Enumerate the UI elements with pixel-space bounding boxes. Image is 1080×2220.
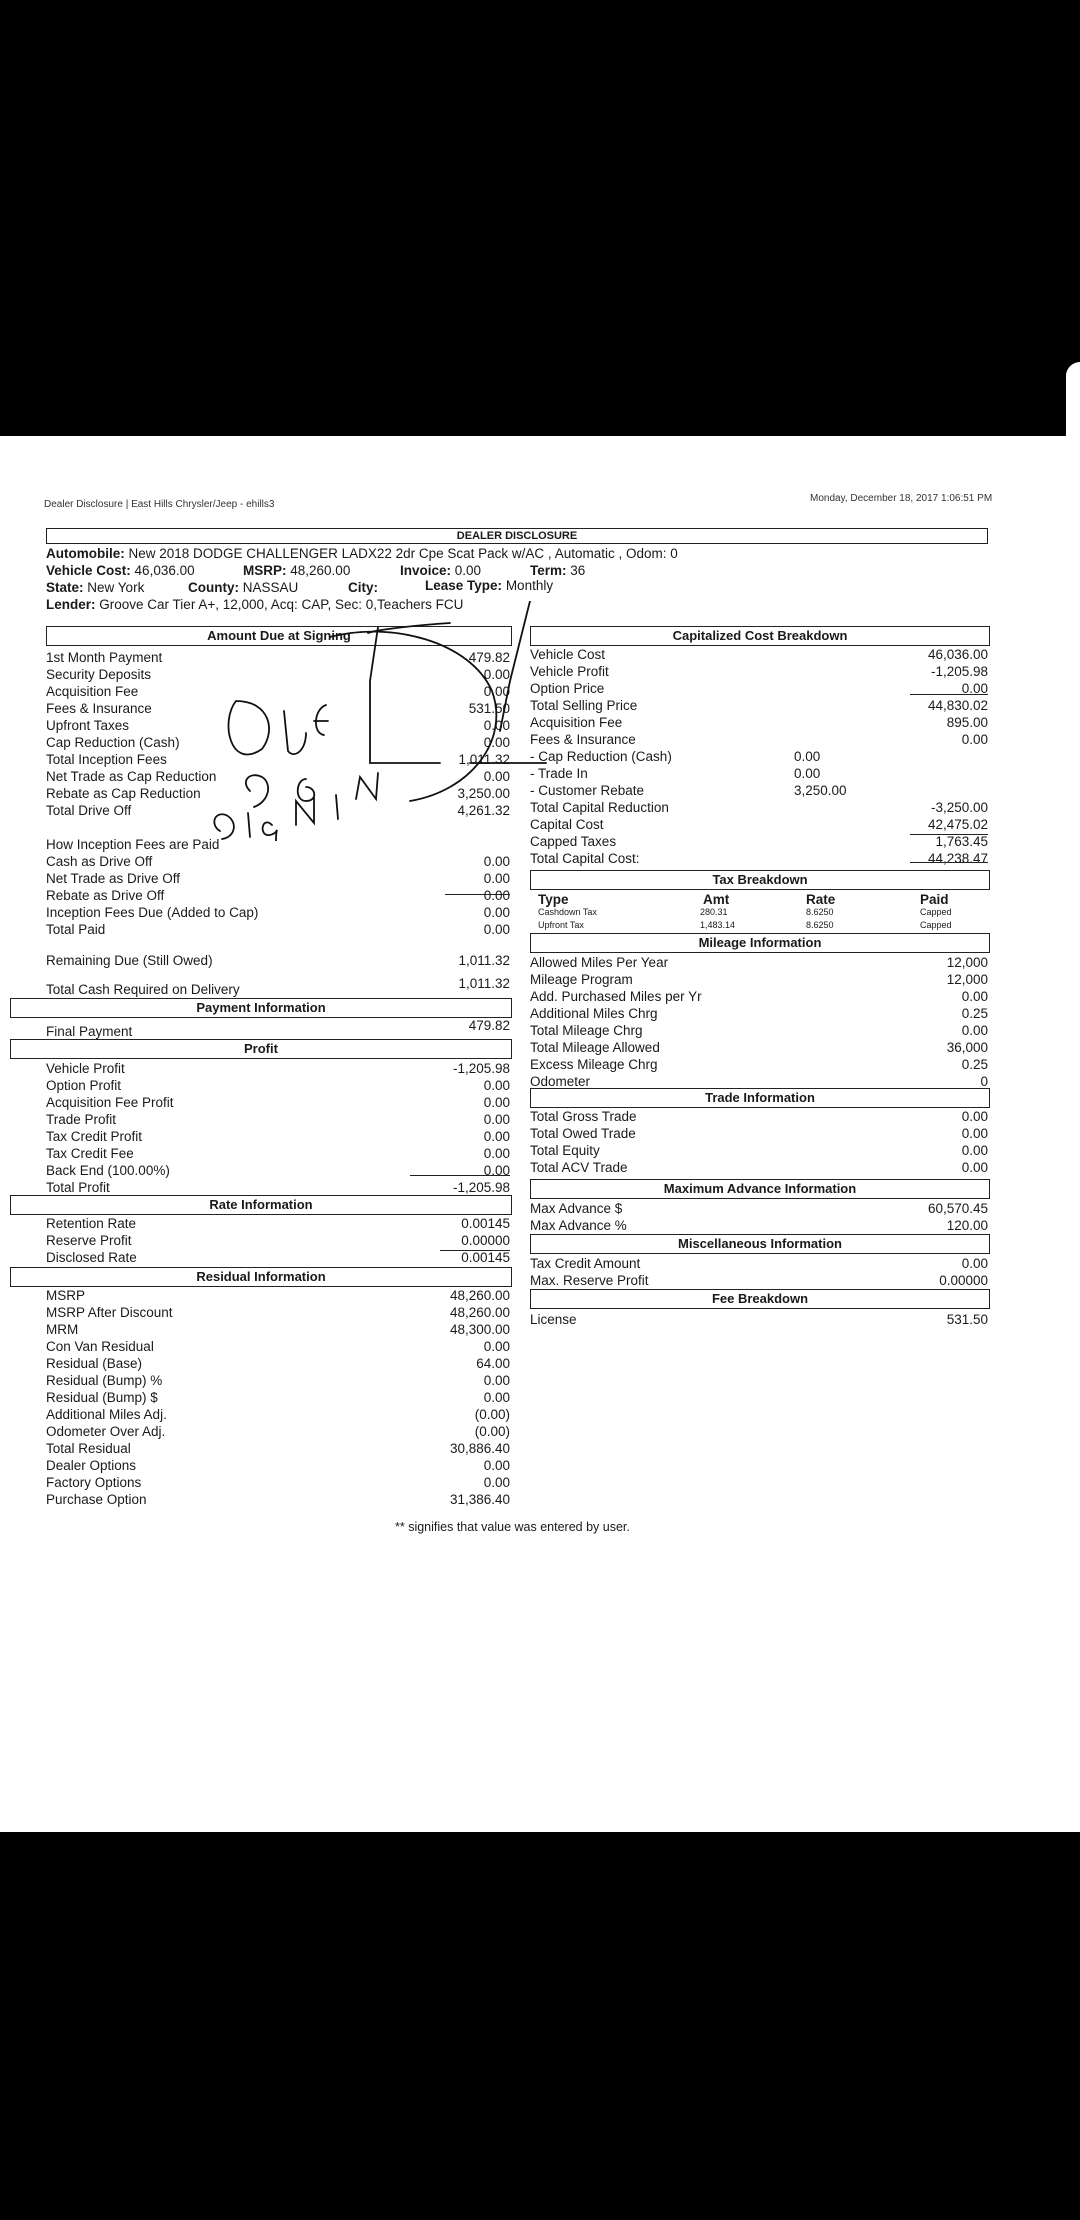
row-label: Total Profit xyxy=(46,1180,110,1195)
table-row xyxy=(530,748,988,765)
row-label: Factory Options xyxy=(46,1475,142,1490)
tax-rate: 8.6250 xyxy=(806,920,834,930)
row-label: Reserve Profit xyxy=(46,1233,132,1248)
tax-rate: 8.6250 xyxy=(806,907,834,917)
row-label: - Trade In xyxy=(530,766,588,781)
table-row xyxy=(46,921,510,938)
table-row xyxy=(46,1145,510,1162)
row-value: (0.00) xyxy=(474,1407,510,1422)
tax-paid: Capped xyxy=(920,920,952,930)
table-row xyxy=(46,1423,510,1440)
row-label: - Customer Rebate xyxy=(530,783,645,798)
row-value: 0.00 xyxy=(483,1146,510,1161)
table-row xyxy=(46,1321,510,1338)
row-label: Total Mileage Chrg xyxy=(530,1023,643,1038)
row-label: Fees & Insurance xyxy=(46,701,152,716)
payment-info-header: Payment Information xyxy=(10,998,512,1018)
tax-type: Upfront Tax xyxy=(538,920,584,930)
row-subvalue: 0.00 xyxy=(794,749,821,764)
row-label: Add. Purchased Miles per Yr xyxy=(530,989,702,1004)
row-label: Retention Rate xyxy=(46,1216,137,1231)
term-line: Term: 36 xyxy=(530,563,586,578)
row-value: 0.00 xyxy=(961,1160,988,1175)
row-value: 0.00 xyxy=(961,1256,988,1271)
row-label: Total ACV Trade xyxy=(530,1160,628,1175)
row-label: Excess Mileage Chrg xyxy=(530,1057,658,1072)
rule-line xyxy=(910,834,988,835)
row-value: -1,205.98 xyxy=(452,1180,510,1195)
table-row xyxy=(530,1056,988,1073)
row-value: 479.82 xyxy=(468,650,510,665)
row-label: Total Capital Reduction xyxy=(530,800,669,815)
row-label: Total Selling Price xyxy=(530,698,638,713)
table-row xyxy=(530,1039,988,1056)
table-row xyxy=(46,904,510,921)
table-row xyxy=(46,1491,510,1508)
rule-line xyxy=(910,694,988,695)
table-row xyxy=(530,697,988,714)
row-value: 4,261.32 xyxy=(457,803,510,818)
table-row xyxy=(46,870,510,887)
county-line: County: NASSAU xyxy=(188,580,299,595)
table-row xyxy=(530,765,988,782)
table-row xyxy=(46,1457,510,1474)
row-label: Max Advance $ xyxy=(530,1201,623,1216)
header-left: Dealer Disclosure | East Hills Chrysler/Jeep - ehills3 xyxy=(44,499,275,510)
row-value: 0.00 xyxy=(483,1095,510,1110)
row-value: 0.00 xyxy=(483,1129,510,1144)
table-row xyxy=(530,731,988,748)
row-label: Residual (Bump) $ xyxy=(46,1390,158,1405)
table-row xyxy=(46,1162,510,1179)
row-label: Cash as Drive Off xyxy=(46,854,153,869)
table-row xyxy=(530,971,988,988)
row-label: Trade Profit xyxy=(46,1112,117,1127)
table-row xyxy=(530,1272,988,1289)
rule-line xyxy=(410,1175,510,1176)
row-value: 0.00 xyxy=(483,684,510,699)
row-value: 0.25 xyxy=(961,1057,988,1072)
row-label: Net Trade as Drive Off xyxy=(46,871,181,886)
row-label: Upfront Taxes xyxy=(46,718,130,733)
row-value: -1,205.98 xyxy=(930,664,988,679)
row-value: 0.00 xyxy=(483,1078,510,1093)
row-label: Capital Cost xyxy=(530,817,604,832)
row-value: -1,205.98 xyxy=(452,1061,510,1076)
row-value: 30,886.40 xyxy=(449,1441,510,1456)
row-label: License xyxy=(530,1312,577,1327)
fee-header: Fee Breakdown xyxy=(530,1289,990,1309)
table-row xyxy=(46,1355,510,1372)
row-value: 531.50 xyxy=(468,701,510,716)
tax-paid: Capped xyxy=(920,907,952,917)
row-label: Vehicle Profit xyxy=(46,1061,125,1076)
row-label: Max Advance % xyxy=(530,1218,627,1233)
city-line: City: xyxy=(348,580,378,595)
lease-type-line: Lease Type: Monthly xyxy=(425,578,554,593)
msrp-line: MSRP: 48,260.00 xyxy=(243,563,351,578)
row-label: Total Drive Off xyxy=(46,803,132,818)
tax-amt: 1,483.14 xyxy=(700,920,736,930)
table-row xyxy=(46,1474,510,1491)
mileage-header: Mileage Information xyxy=(530,933,990,953)
row-value: 0.00 xyxy=(483,922,510,937)
table-row xyxy=(46,1249,510,1266)
table-row xyxy=(46,1128,510,1145)
total-cash-row: Total Cash Required on Delivery 1,011.32 xyxy=(46,976,510,997)
table-row xyxy=(538,919,988,932)
table-row xyxy=(530,850,988,867)
table-row xyxy=(530,799,988,816)
row-label: Vehicle Profit xyxy=(530,664,609,679)
row-value: 0.25 xyxy=(961,1006,988,1021)
row-value: 12,000 xyxy=(946,955,988,970)
table-row xyxy=(530,646,988,663)
row-value: 42,475.02 xyxy=(927,817,988,832)
table-row xyxy=(46,887,510,904)
row-value: 0.00000 xyxy=(461,1233,510,1248)
row-value: 0.00 xyxy=(483,667,510,682)
row-value: 0.00 xyxy=(961,989,988,1004)
row-value: 0.00 xyxy=(483,871,510,886)
row-value: 0.00 xyxy=(961,1109,988,1124)
misc-header: Miscellaneous Information xyxy=(530,1234,990,1254)
row-value: 0.00145 xyxy=(461,1216,510,1231)
row-label: Total Owed Trade xyxy=(530,1126,636,1141)
table-row xyxy=(46,1215,510,1232)
row-value: 0.00 xyxy=(483,905,510,920)
rule-line xyxy=(910,862,988,863)
row-value: (0.00) xyxy=(474,1424,510,1439)
dealer-disclosure-title: DEALER DISCLOSURE xyxy=(46,528,988,544)
row-label: Back End (100.00%) xyxy=(46,1163,170,1178)
row-value: 60,570.45 xyxy=(927,1201,988,1216)
row-value: 0.00 xyxy=(961,1126,988,1141)
row-value: 0.00 xyxy=(961,1143,988,1158)
state-line: State: New York xyxy=(46,580,145,595)
row-label: Odometer Over Adj. xyxy=(46,1424,166,1439)
table-row xyxy=(530,1005,988,1022)
row-value: -3,250.00 xyxy=(930,800,988,815)
cap-cost-header: Capitalized Cost Breakdown xyxy=(530,626,990,646)
row-value: 12,000 xyxy=(946,972,988,987)
table-row xyxy=(530,1022,988,1039)
row-value: 0.00 xyxy=(483,718,510,733)
row-label: Additional Miles Chrg xyxy=(530,1006,658,1021)
row-value: 0.00 xyxy=(483,1163,510,1178)
row-value: 0.00 xyxy=(483,1475,510,1490)
row-value: 0.00 xyxy=(483,888,510,903)
row-label: Rebate as Drive Off xyxy=(46,888,165,903)
table-row xyxy=(530,1311,988,1328)
row-value: 0 xyxy=(980,1074,988,1089)
row-label: Acquisition Fee xyxy=(530,715,623,730)
tax-header: Tax Breakdown xyxy=(530,870,990,890)
table-row xyxy=(46,1338,510,1355)
table-row xyxy=(46,1094,510,1111)
table-row xyxy=(530,1200,988,1217)
row-value: 0.00 xyxy=(483,1112,510,1127)
row-label: Tax Credit Amount xyxy=(530,1256,641,1271)
table-row xyxy=(530,833,988,850)
row-label: - Cap Reduction (Cash) xyxy=(530,749,672,764)
tax-column-headers: Type Amt Rate Paid xyxy=(538,892,949,907)
row-value: 0.00 xyxy=(961,1023,988,1038)
row-value: 3,250.00 xyxy=(457,786,510,801)
table-row xyxy=(530,1142,988,1159)
table-row xyxy=(530,954,988,971)
row-label: Mileage Program xyxy=(530,972,633,987)
row-label: Max. Reserve Profit xyxy=(530,1273,649,1288)
table-row xyxy=(46,1372,510,1389)
row-value: 895.00 xyxy=(946,715,988,730)
row-value: 44,830.02 xyxy=(927,698,988,713)
row-label: Tax Credit Fee xyxy=(46,1146,134,1161)
row-label: MRM xyxy=(46,1322,79,1337)
row-subvalue: 0.00 xyxy=(794,766,821,781)
row-value: 0.00 xyxy=(483,1373,510,1388)
row-value: 0.00 xyxy=(483,854,510,869)
row-label: Capped Taxes xyxy=(530,834,617,849)
row-label: MSRP xyxy=(46,1288,86,1303)
table-row xyxy=(46,1232,510,1249)
table-row xyxy=(530,663,988,680)
table-row xyxy=(530,1108,988,1125)
table-row xyxy=(538,906,988,919)
row-value: 0.00 xyxy=(483,769,510,784)
row-label: Purchase Option xyxy=(46,1492,147,1507)
row-label: Cap Reduction (Cash) xyxy=(46,735,180,750)
row-label: Residual (Bump) % xyxy=(46,1373,163,1388)
row-label: Total Residual xyxy=(46,1441,131,1456)
table-row xyxy=(530,816,988,833)
row-label: Odometer xyxy=(530,1074,591,1089)
row-label: Total Inception Fees xyxy=(46,752,167,767)
row-label: Acquisition Fee xyxy=(46,684,139,699)
profit-header: Profit xyxy=(10,1039,512,1059)
row-label: 1st Month Payment xyxy=(46,650,163,665)
row-label: Total Gross Trade xyxy=(530,1109,637,1124)
row-label: Inception Fees Due (Added to Cap) xyxy=(46,905,259,920)
row-label: Security Deposits xyxy=(46,667,152,682)
row-value: 0.00145 xyxy=(461,1250,510,1265)
row-label: Vehicle Cost xyxy=(530,647,606,662)
row-value: 44,238.47 xyxy=(927,851,988,866)
rule-line xyxy=(445,894,510,895)
document-page xyxy=(0,436,1080,1832)
table-row xyxy=(46,853,510,870)
table-row xyxy=(530,1217,988,1234)
row-label: Acquisition Fee Profit xyxy=(46,1095,174,1110)
row-value: 0.00 xyxy=(961,681,988,696)
tax-amt: 280.31 xyxy=(700,907,728,917)
invoice-line: Invoice: 0.00 xyxy=(400,563,482,578)
row-label: Rebate as Cap Reduction xyxy=(46,786,201,801)
row-subvalue: 3,250.00 xyxy=(794,783,847,798)
row-value: 48,260.00 xyxy=(449,1288,510,1303)
row-label: Fees & Insurance xyxy=(530,732,636,747)
table-row xyxy=(530,782,988,799)
rule-line xyxy=(440,1250,510,1251)
row-value: 0.00000 xyxy=(939,1273,988,1288)
row-label: MSRP After Discount xyxy=(46,1305,173,1320)
vehicle-cost-line: Vehicle Cost: 46,036.00 xyxy=(46,563,195,578)
residual-info-header: Residual Information xyxy=(10,1267,512,1287)
table-row xyxy=(530,714,988,731)
remaining-due-row: Remaining Due (Still Owed) 1,011.32 xyxy=(46,953,510,968)
table-row xyxy=(46,1406,510,1423)
row-label: Total Mileage Allowed xyxy=(530,1040,660,1055)
row-label: Con Van Residual xyxy=(46,1339,154,1354)
row-label: Additional Miles Adj. xyxy=(46,1407,167,1422)
table-row xyxy=(46,1389,510,1406)
row-label: Residual (Base) xyxy=(46,1356,143,1371)
row-value: 46,036.00 xyxy=(927,647,988,662)
row-label: Option Profit xyxy=(46,1078,122,1093)
row-label: Option Price xyxy=(530,681,605,696)
tax-type: Cashdown Tax xyxy=(538,907,597,917)
row-value: 0.00 xyxy=(961,732,988,747)
row-label: Dealer Options xyxy=(46,1458,137,1473)
table-row xyxy=(46,1060,510,1077)
automobile-line: Automobile: New 2018 DODGE CHALLENGER LADX22 2dr Cpe Scat Pack w/AC , Automatic , Odom: 0 xyxy=(46,546,678,561)
row-value: 1,011.32 xyxy=(458,752,510,767)
row-value: 0.00 xyxy=(483,1390,510,1405)
header-date: Monday, December 18, 2017 1:06:51 PM xyxy=(810,493,993,504)
table-row xyxy=(46,1304,510,1321)
rate-info-header: Rate Information xyxy=(10,1195,512,1215)
row-label: Disclosed Rate xyxy=(46,1250,137,1265)
table-row xyxy=(530,1255,988,1272)
row-label: Tax Credit Profit xyxy=(46,1129,143,1144)
table-row xyxy=(530,988,988,1005)
table-row xyxy=(46,1179,510,1196)
row-value: 120.00 xyxy=(946,1218,988,1233)
row-value: 0.00 xyxy=(483,1458,510,1473)
row-label: Net Trade as Cap Reduction xyxy=(46,769,217,784)
row-value: 531.50 xyxy=(946,1312,988,1327)
trade-header: Trade Information xyxy=(530,1088,990,1108)
max-advance-header: Maximum Advance Information xyxy=(530,1179,990,1199)
table-row xyxy=(46,1077,510,1094)
row-value: 36,000 xyxy=(946,1040,988,1055)
table-row xyxy=(46,1111,510,1128)
row-label: Allowed Miles Per Year xyxy=(530,955,669,970)
row-label: Total Paid xyxy=(46,922,106,937)
table-row xyxy=(46,1440,510,1457)
table-row xyxy=(46,1287,510,1304)
row-label: How Inception Fees are Paid xyxy=(46,837,220,852)
row-value: 48,300.00 xyxy=(449,1322,510,1337)
scrollbar-handle[interactable] xyxy=(1066,362,1080,1022)
row-value: 1,763.45 xyxy=(935,834,988,849)
table-row xyxy=(530,1159,988,1176)
row-value: 0.00 xyxy=(483,735,510,750)
footnote: ** signifies that value was entered by user. xyxy=(395,1520,630,1534)
lender-line: Lender: Groove Car Tier A+, 12,000, Acq: CAP, Sec: 0,Teachers FCU xyxy=(46,597,464,612)
row-value: 64.00 xyxy=(476,1356,510,1371)
row-value: 31,386.40 xyxy=(449,1492,510,1507)
row-label: Total Equity xyxy=(530,1143,600,1158)
handwritten-annotation xyxy=(210,601,550,841)
row-value: 48,260.00 xyxy=(449,1305,510,1320)
row-value: 0.00 xyxy=(483,1339,510,1354)
amount-due-header: Amount Due at Signing xyxy=(46,626,512,646)
table-row xyxy=(530,1125,988,1142)
row-label: Total Capital Cost: xyxy=(530,851,640,866)
final-payment-row: Final Payment 479.82 xyxy=(46,1018,510,1039)
